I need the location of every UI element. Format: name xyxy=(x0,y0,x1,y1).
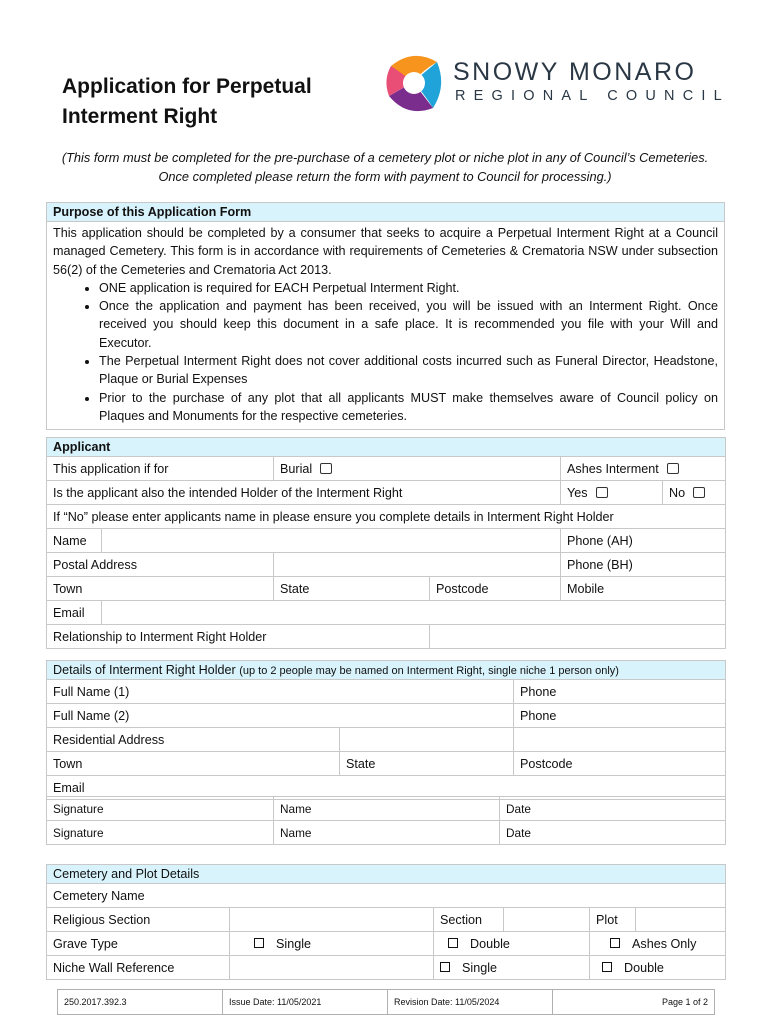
purpose-text: This application should be completed by a consumer that seeks to acquire a Perpetual Interment Right at a Council managed Cemetery. This form is in accordance with requirements of Cemeteries & Crematoria NSW under subsection 56(2) of the Cemeteries and Crematoria Act 2013. xyxy=(53,226,718,277)
phone-bh-label: Phone (BH) xyxy=(567,557,633,572)
footer-revision-date: Revision Date: 11/05/2024 xyxy=(388,990,553,1015)
residential-address-field[interactable] xyxy=(340,728,514,752)
phone-1-field[interactable] xyxy=(514,680,726,704)
burial-option[interactable] xyxy=(274,457,561,481)
holder-heading-note: (up to 2 people may be named on Interment Right, single niche 1 person only) xyxy=(239,665,619,677)
niche-single-checkbox[interactable] xyxy=(440,962,450,972)
relationship-field[interactable] xyxy=(430,625,726,649)
grave-ashes-label: Ashes Only xyxy=(632,936,697,951)
grave-single-option[interactable] xyxy=(230,932,434,956)
burial-checkbox[interactable] xyxy=(320,463,332,474)
sig-name-1-field[interactable] xyxy=(274,797,500,821)
holder-postcode-label: Postcode xyxy=(520,756,573,771)
sig-name-2-field[interactable] xyxy=(274,821,500,845)
no-checkbox[interactable] xyxy=(693,487,705,498)
ashes-label: Ashes Interment xyxy=(567,461,659,476)
holder-town-field[interactable] xyxy=(47,752,340,776)
list-item: • Once the application and payment has been received, you will be issued with an Interment Right. Once received you should keep this document in a safe place. It is recommended you file with your Will and Executor. xyxy=(99,297,718,352)
grave-single-label: Single xyxy=(276,936,312,951)
grave-ashes-checkbox[interactable] xyxy=(610,938,620,948)
name-field[interactable] xyxy=(102,529,561,553)
no-label: No xyxy=(669,485,686,500)
holder-section xyxy=(46,660,726,800)
grave-double-checkbox[interactable] xyxy=(448,938,458,948)
residential-address-extra[interactable] xyxy=(514,728,726,752)
page-footer xyxy=(57,989,715,1015)
holder-postcode-field[interactable] xyxy=(514,752,726,776)
date-2-field[interactable] xyxy=(500,821,726,845)
application-for-label: This application if for xyxy=(47,457,274,481)
postal-address-label: Postal Address xyxy=(53,557,138,572)
full-name-2-label: Full Name (2) xyxy=(53,708,130,723)
niche-wall-label: Niche Wall Reference xyxy=(47,956,230,980)
section-field[interactable] xyxy=(504,908,590,932)
grave-single-checkbox[interactable] xyxy=(254,938,264,948)
applicant-heading: Applicant xyxy=(47,438,726,457)
phone-1-label: Phone xyxy=(520,684,557,699)
religious-section-label: Religious Section xyxy=(47,908,230,932)
no-option[interactable] xyxy=(663,481,726,505)
yes-option[interactable] xyxy=(561,481,663,505)
sig-name-2-label: Name xyxy=(280,825,312,840)
purpose-section xyxy=(46,202,725,430)
page-title xyxy=(62,72,312,132)
ashes-option[interactable] xyxy=(561,457,726,481)
holder-heading-title: Details of Interment Right Holder xyxy=(53,663,236,677)
title-line-2: Interment Right xyxy=(62,105,218,128)
applicant-section xyxy=(46,437,726,649)
signature-section xyxy=(46,796,726,845)
cemetery-name-field[interactable] xyxy=(47,884,726,908)
email-field[interactable] xyxy=(102,601,726,625)
title-line-1: Application for Perpetual xyxy=(62,75,312,98)
logo-line-2: REGIONAL COUNCIL xyxy=(455,88,730,104)
footer-issue-date: Issue Date: 11/05/2021 xyxy=(223,990,388,1015)
niche-single-option[interactable] xyxy=(434,956,590,980)
postcode-field[interactable] xyxy=(430,577,561,601)
list-item: • ONE application is required for EACH Perpetual Interment Right. xyxy=(99,279,718,297)
residential-address-label: Residential Address xyxy=(47,728,340,752)
holder-state-field[interactable] xyxy=(340,752,514,776)
holder-heading xyxy=(47,661,726,680)
niche-wall-field[interactable] xyxy=(230,956,434,980)
purpose-bullets xyxy=(53,279,718,425)
grave-double-option[interactable] xyxy=(434,932,590,956)
council-logo xyxy=(383,52,730,114)
postcode-label: Postcode xyxy=(436,581,489,596)
cemetery-heading: Cemetery and Plot Details xyxy=(47,865,726,884)
mobile-field[interactable] xyxy=(561,577,726,601)
phone-2-label: Phone xyxy=(520,708,557,723)
footer-ref: 250.2017.392.3 xyxy=(58,990,223,1015)
holder-state-label: State xyxy=(346,756,376,771)
niche-double-checkbox[interactable] xyxy=(602,962,612,972)
phone-ah-field[interactable] xyxy=(561,529,726,553)
footer-page-number: Page 1 of 2 xyxy=(553,990,715,1015)
town-field[interactable] xyxy=(47,577,274,601)
date-1-field[interactable] xyxy=(500,797,726,821)
logo-line-1: SNOWY MONARO xyxy=(453,58,697,86)
ashes-checkbox[interactable] xyxy=(667,463,679,474)
grave-double-label: Double xyxy=(470,936,510,951)
phone-2-field[interactable] xyxy=(514,704,726,728)
yes-checkbox[interactable] xyxy=(596,487,608,498)
signature-2-label: Signature xyxy=(53,825,104,840)
niche-double-option[interactable] xyxy=(590,956,726,980)
list-item: • Prior to the purchase of any plot that all applicants MUST make themselves aware of Council policy on Plaques and Monuments for the respective cemeteries. xyxy=(99,389,718,426)
email-label: Email xyxy=(47,601,102,625)
mobile-label: Mobile xyxy=(567,581,605,596)
date-1-label: Date xyxy=(506,801,531,816)
is-holder-label: Is the applicant also the intended Holder of the Interment Right xyxy=(47,481,561,505)
name-label: Name xyxy=(47,529,102,553)
postal-address-input[interactable] xyxy=(274,553,561,577)
niche-double-label: Double xyxy=(624,960,664,975)
section-label: Section xyxy=(434,908,504,932)
date-2-label: Date xyxy=(506,825,531,840)
grave-type-label: Grave Type xyxy=(47,932,230,956)
state-field[interactable] xyxy=(274,577,430,601)
cemetery-name-label: Cemetery Name xyxy=(53,888,145,903)
holder-email-label: Email xyxy=(53,780,85,795)
signature-1-label: Signature xyxy=(53,801,104,816)
plot-label: Plot xyxy=(590,908,636,932)
signature-2-field[interactable] xyxy=(47,821,274,845)
cemetery-section xyxy=(46,864,726,980)
signature-1-field[interactable] xyxy=(47,797,274,821)
town-label: Town xyxy=(53,581,83,596)
plot-field[interactable] xyxy=(636,908,726,932)
intro-note: (This form must be completed for the pre-purchase of a cemetery plot or niche plot in any of Council’s Cemeteries. Once completed please return the form with payment to Council for processing.) xyxy=(61,150,709,184)
yes-label: Yes xyxy=(567,485,588,500)
sig-name-1-label: Name xyxy=(280,801,312,816)
full-name-1-label: Full Name (1) xyxy=(53,684,130,699)
relationship-label: Relationship to Interment Right Holder xyxy=(47,625,430,649)
full-name-2-field[interactable] xyxy=(47,704,514,728)
niche-single-label: Single xyxy=(462,960,498,975)
holder-town-label: Town xyxy=(53,756,83,771)
purpose-body xyxy=(47,222,725,430)
phone-ah-label: Phone (AH) xyxy=(567,533,633,548)
full-name-1-field[interactable] xyxy=(47,680,514,704)
if-no-note: If “No” please enter applicants name in please ensure you complete details in Interment Right Holder xyxy=(47,505,726,529)
council-logo-mark-icon xyxy=(383,52,445,114)
religious-section-field[interactable] xyxy=(230,908,434,932)
state-label: State xyxy=(280,581,310,596)
purpose-heading: Purpose of this Application Form xyxy=(47,203,725,222)
list-item: • The Perpetual Interment Right does not cover additional costs incurred such as Funeral Director, Headstone, Plaque or Burial Expenses xyxy=(99,352,718,389)
burial-label: Burial xyxy=(280,461,313,476)
postal-address-field[interactable] xyxy=(47,553,274,577)
grave-ashes-option[interactable] xyxy=(590,932,726,956)
phone-bh-field[interactable] xyxy=(561,553,726,577)
